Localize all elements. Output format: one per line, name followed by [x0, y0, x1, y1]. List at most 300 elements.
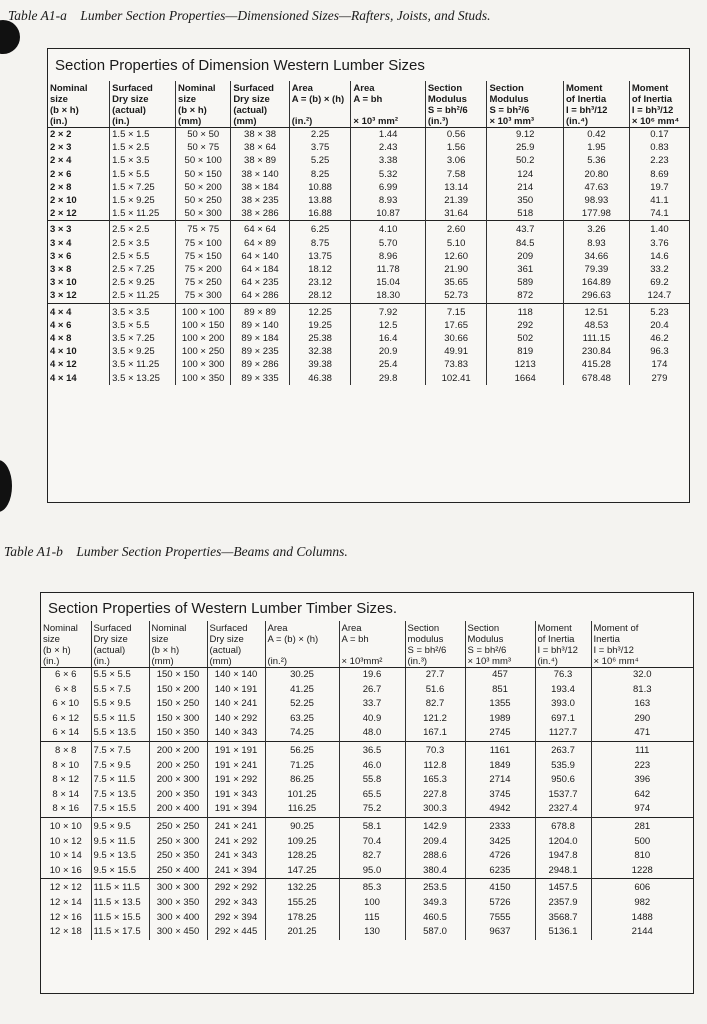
table-cell: 12 × 14: [49, 896, 82, 908]
table-cell: 3745: [465, 788, 535, 803]
table-cell: 2357.9: [535, 896, 591, 911]
table-cell: 64 × 89: [231, 237, 289, 250]
table-cell: 457: [465, 668, 535, 683]
table-cell: 89 × 140: [231, 319, 289, 332]
table-cell: 0.83: [629, 141, 689, 154]
table-cell: 4 × 10: [50, 346, 77, 358]
table-cell: 9.5 × 9.5: [91, 817, 149, 834]
table-row: [48, 372, 689, 385]
table-cell: 292 × 445: [207, 925, 265, 940]
table-cell: 115: [339, 911, 405, 926]
table-row: [41, 849, 693, 864]
table-cell: 209.4: [405, 835, 465, 850]
column-header-line: (actual): [112, 105, 146, 116]
table-cell: 241 × 394: [207, 864, 265, 879]
table-cell: 3425: [465, 835, 535, 850]
table-cell: 13.75: [289, 250, 351, 263]
table-row: [41, 864, 693, 879]
table-cell: 7.92: [351, 303, 425, 319]
table-cell: 12.25: [289, 303, 351, 319]
table-cell: 589: [487, 276, 564, 289]
table-cell: 9.5 × 11.5: [91, 835, 149, 850]
table-cell: 2333: [465, 817, 535, 834]
column-header: [465, 621, 535, 668]
column-header-line: Moment of: [593, 623, 639, 634]
table-cell: 150 × 150: [149, 668, 207, 683]
table-cell: 2 × 4: [50, 155, 72, 167]
column-header-line: A = (b) × (h): [267, 634, 319, 645]
table-cell: 89 × 184: [231, 332, 289, 345]
table-row: [48, 154, 689, 167]
table-cell: 31.64: [425, 207, 487, 221]
table-row: [41, 817, 693, 834]
table-cell: 8.96: [351, 250, 425, 263]
table-b-caption-label: Table A1-b: [4, 544, 63, 559]
table-cell: 10.87: [351, 207, 425, 221]
table-cell: 2.5 × 2.5: [110, 221, 176, 237]
table-cell: 241 × 241: [207, 817, 265, 834]
table-cell: 250 × 250: [149, 817, 207, 834]
column-header-line: (in.²): [291, 116, 313, 127]
column-header-line: × 10³ mm³: [489, 116, 535, 127]
column-header-line: S = bh²/6: [407, 645, 447, 656]
table-cell: 191 × 343: [207, 788, 265, 803]
table-cell: 8.69: [629, 168, 689, 181]
table-cell: 2 × 8: [50, 181, 72, 193]
column-header-line: Surfaced: [233, 83, 274, 94]
table-cell: 290: [591, 712, 693, 727]
table-cell: 38 × 140: [231, 168, 289, 181]
table-cell: 8 × 10: [52, 759, 80, 771]
table-cell: 26.7: [339, 683, 405, 698]
table-cell: 124: [487, 168, 564, 181]
table-cell: 164.89: [563, 276, 629, 289]
column-header-line: [353, 105, 422, 116]
table-cell: 300 × 400: [149, 911, 207, 926]
table-cell: 191 × 292: [207, 773, 265, 788]
table-cell: 58.1: [339, 817, 405, 834]
table-cell: 8 × 12: [52, 774, 80, 786]
table-cell: 8.75: [289, 237, 351, 250]
table-row: [41, 879, 693, 896]
table-cell: 11.5 × 17.5: [91, 925, 149, 940]
table-cell: 200 × 350: [149, 788, 207, 803]
table-cell: 8 × 14: [52, 788, 80, 800]
column-header-line: Moment: [537, 623, 572, 634]
table-cell: 140 × 292: [207, 712, 265, 727]
table-cell: 1127.7: [535, 726, 591, 741]
table-cell: 819: [487, 345, 564, 358]
table-cell: 1.40: [629, 221, 689, 237]
column-header: [535, 621, 591, 668]
table-cell: 6.99: [351, 181, 425, 194]
table-row: [41, 802, 693, 817]
column-header: [289, 81, 351, 128]
column-header-line: (in.⁴): [537, 656, 558, 667]
table-cell: 1947.8: [535, 849, 591, 864]
table-cell: 6 × 10: [52, 698, 80, 710]
table-cell: 84.5: [487, 237, 564, 250]
table-cell: 20.9: [351, 345, 425, 358]
table-cell: 102.41: [425, 372, 487, 385]
table-cell: 300 × 450: [149, 925, 207, 940]
table-cell: 64 × 286: [231, 289, 289, 303]
table-cell: 46.38: [289, 372, 351, 385]
table-cell: 4 × 12: [50, 359, 77, 371]
table-cell: 75 × 300: [176, 289, 231, 303]
table-cell: 5726: [465, 896, 535, 911]
table-cell: 2.5 × 7.25: [110, 263, 176, 276]
table-cell: 1213: [487, 358, 564, 371]
table-cell: 2144: [591, 925, 693, 940]
table-cell: 2714: [465, 773, 535, 788]
column-header: [339, 621, 405, 668]
table-cell: 140 × 191: [207, 683, 265, 698]
table-cell: 223: [591, 759, 693, 774]
table-cell: 86.25: [265, 773, 339, 788]
table-cell: 10 × 12: [49, 835, 82, 847]
column-header: [629, 81, 689, 128]
table-cell: 296.63: [563, 289, 629, 303]
column-header-line: S = bh²/6: [467, 645, 507, 656]
table-b-body: [41, 668, 693, 940]
table-cell: 8.25: [289, 168, 351, 181]
table-cell: 3.75: [289, 141, 351, 154]
table-cell: 1537.7: [535, 788, 591, 803]
table-cell: 1.95: [563, 141, 629, 154]
table-cell: 38 × 38: [231, 128, 289, 142]
table-cell: 43.7: [487, 221, 564, 237]
table-cell: 52.73: [425, 289, 487, 303]
table-cell: 2.43: [351, 141, 425, 154]
table-cell: 75 × 250: [176, 276, 231, 289]
table-cell: 279: [629, 372, 689, 385]
table-cell: 5.36: [563, 154, 629, 167]
table-cell: 1161: [465, 741, 535, 758]
table-cell: 9.5 × 15.5: [91, 864, 149, 879]
table-row: [48, 319, 689, 332]
table-cell: 810: [591, 849, 693, 864]
table-cell: 89 × 89: [231, 303, 289, 319]
column-header-line: × 10³ mm²: [353, 116, 399, 127]
table-cell: 70.4: [339, 835, 405, 850]
table-cell: 89 × 335: [231, 372, 289, 385]
table-cell: 75 × 150: [176, 250, 231, 263]
table-cell: 25.4: [351, 358, 425, 371]
table-cell: 642: [591, 788, 693, 803]
table-cell: 193.4: [535, 683, 591, 698]
table-cell: 241 × 343: [207, 849, 265, 864]
table-cell: 4 × 8: [50, 333, 72, 345]
table-cell: 8.93: [563, 237, 629, 250]
table-cell: 12 × 12: [41, 879, 91, 896]
table-cell: 13.88: [289, 194, 351, 207]
table-cell: 79.39: [563, 263, 629, 276]
table-cell: 52.25: [265, 697, 339, 712]
table-cell: 178.25: [265, 911, 339, 926]
table-cell: 39.38: [289, 358, 351, 371]
table-cell: 350: [487, 194, 564, 207]
table-cell: 460.5: [405, 911, 465, 926]
table-cell: 35.65: [425, 276, 487, 289]
table-cell: 100 × 300: [176, 358, 231, 371]
table-cell: 64 × 64: [231, 221, 289, 237]
table-cell: 30.25: [265, 668, 339, 683]
column-header: [149, 621, 207, 668]
table-cell: 872: [487, 289, 564, 303]
column-header: [265, 621, 339, 668]
table-cell: 71.25: [265, 759, 339, 774]
table-cell: 100 × 200: [176, 332, 231, 345]
column-header-line: (in.²): [267, 656, 288, 667]
table-cell: 75.2: [339, 802, 405, 817]
table-cell: 27.7: [405, 668, 465, 683]
table-cell: 1.5 × 2.5: [110, 141, 176, 154]
table-cell: 6.25: [289, 221, 351, 237]
table-cell: 95.0: [339, 864, 405, 879]
table-cell: 200 × 300: [149, 773, 207, 788]
table-cell: 2.5 × 3.5: [110, 237, 176, 250]
table-cell: 300.3: [405, 802, 465, 817]
table-cell: 29.8: [351, 372, 425, 385]
table-cell: 6 × 8: [55, 683, 77, 695]
table-cell: 300 × 300: [149, 879, 207, 896]
table-cell: 2327.4: [535, 802, 591, 817]
table-cell: 74.25: [265, 726, 339, 741]
column-header-line: Area: [353, 83, 375, 94]
table-cell: 253.5: [405, 879, 465, 896]
table-cell: 200 × 250: [149, 759, 207, 774]
binder-hole-middle: [0, 460, 12, 512]
table-cell: 1488: [591, 911, 693, 926]
table-cell: 2.5 × 5.5: [110, 250, 176, 263]
table-cell: 250 × 300: [149, 835, 207, 850]
table-cell: 2948.1: [535, 864, 591, 879]
column-header-line: [268, 645, 337, 656]
table-row: [41, 773, 693, 788]
table-cell: 4726: [465, 849, 535, 864]
table-cell: 19.7: [629, 181, 689, 194]
table-cell: 100 × 350: [176, 372, 231, 385]
table-row: [48, 345, 689, 358]
table-cell: 281: [591, 817, 693, 834]
column-header-line: Dry size: [233, 94, 270, 105]
table-cell: 5.70: [351, 237, 425, 250]
column-header-line: size: [151, 634, 169, 645]
table-row: [41, 896, 693, 911]
table-cell: 21.90: [425, 263, 487, 276]
table-row: [48, 181, 689, 194]
table-cell: 38 × 184: [231, 181, 289, 194]
column-header-line: (actual): [93, 645, 126, 656]
table-cell: 415.28: [563, 358, 629, 371]
table-cell: 3.06: [425, 154, 487, 167]
table-cell: 974: [591, 802, 693, 817]
table-cell: 3 × 6: [50, 250, 72, 262]
table-cell: 38 × 89: [231, 154, 289, 167]
column-header: [487, 81, 564, 128]
table-cell: 50 × 150: [176, 168, 231, 181]
table-cell: 41.25: [265, 683, 339, 698]
table-cell: 7.58: [425, 168, 487, 181]
table-cell: 200 × 400: [149, 802, 207, 817]
table-cell: 50 × 250: [176, 194, 231, 207]
table-cell: 2.23: [629, 154, 689, 167]
column-header-line: (actual): [209, 645, 242, 656]
table-row: [48, 237, 689, 250]
table-cell: 1204.0: [535, 835, 591, 850]
table-cell: 4 × 14: [50, 372, 77, 384]
column-header-line: I = bh³/12: [565, 105, 608, 116]
column-header-line: (b × h): [151, 645, 180, 656]
column-header: [176, 81, 231, 128]
table-cell: 64 × 140: [231, 250, 289, 263]
column-header-line: (actual): [233, 105, 268, 116]
table-cell: 46.2: [629, 332, 689, 345]
table-cell: 3 × 3: [48, 221, 110, 237]
column-header-line: [292, 105, 349, 116]
table-cell: 393.0: [535, 697, 591, 712]
table-a: [48, 81, 689, 385]
table-cell: 380.4: [405, 864, 465, 879]
table-cell: 4942: [465, 802, 535, 817]
table-cell: 64 × 184: [231, 263, 289, 276]
column-header: [207, 621, 265, 668]
table-cell: 21.39: [425, 194, 487, 207]
table-cell: 7.5 × 7.5: [91, 741, 149, 758]
table-row: [41, 759, 693, 774]
table-cell: 12.51: [563, 303, 629, 319]
table-cell: 471: [591, 726, 693, 741]
column-header-line: (in.): [93, 656, 110, 667]
table-cell: 230.84: [563, 345, 629, 358]
table-cell: 518: [487, 207, 564, 221]
column-header-line: Section: [489, 83, 524, 94]
table-cell: 241 × 292: [207, 835, 265, 850]
column-header-line: of Inertia: [537, 634, 575, 645]
table-cell: 32.0: [591, 668, 693, 683]
table-cell: 7.5 × 11.5: [91, 773, 149, 788]
table-cell: 11.5 × 11.5: [91, 879, 149, 896]
table-cell: 3 × 10: [50, 277, 77, 289]
column-header-line: (b × h): [50, 105, 79, 116]
column-header-line: A = (b) × (h): [291, 94, 345, 105]
table-cell: 33.2: [629, 263, 689, 276]
column-header-line: of Inertia: [565, 94, 607, 105]
table-cell: 75 × 100: [176, 237, 231, 250]
table-cell: 5.5 × 13.5: [91, 726, 149, 741]
table-cell: 50 × 75: [176, 141, 231, 154]
table-cell: 1664: [487, 372, 564, 385]
column-header-line: A = bh: [353, 94, 383, 105]
table-cell: 982: [591, 896, 693, 911]
table-cell: 535.9: [535, 759, 591, 774]
column-header-line: (b × h): [178, 105, 207, 116]
column-header-line: I = bh³/12: [631, 105, 674, 116]
table-cell: 292 × 394: [207, 911, 265, 926]
table-cell: 116.25: [265, 802, 339, 817]
column-header-line: × 10⁶ mm⁴: [631, 116, 680, 127]
column-header-line: (in.): [43, 656, 60, 667]
table-cell: 5.23: [629, 303, 689, 319]
table-cell: 201.25: [265, 925, 339, 940]
table-a-header-row: [48, 81, 689, 128]
table-cell: 118: [487, 303, 564, 319]
column-header-line: Nominal: [43, 623, 78, 634]
column-header: [231, 81, 289, 128]
binder-hole-top: [0, 20, 20, 54]
table-cell: 6 × 6: [55, 669, 77, 680]
table-cell: 5.5 × 5.5: [91, 668, 149, 683]
table-cell: 18.12: [289, 263, 351, 276]
column-header-line: Area: [267, 623, 288, 634]
table-b-caption: [4, 544, 348, 560]
table-cell: 81.3: [591, 683, 693, 698]
table-cell: 10 × 16: [49, 864, 82, 876]
table-cell: 50 × 100: [176, 154, 231, 167]
table-cell: 11.5 × 15.5: [91, 911, 149, 926]
table-cell: 17.65: [425, 319, 487, 332]
table-cell: 349.3: [405, 896, 465, 911]
table-cell: 50.2: [487, 154, 564, 167]
table-cell: 3568.7: [535, 911, 591, 926]
table-cell: 49.91: [425, 345, 487, 358]
column-header-line: Moment: [631, 83, 669, 94]
table-cell: 112.8: [405, 759, 465, 774]
table-cell: 55.8: [339, 773, 405, 788]
table-cell: 0.17: [629, 128, 689, 142]
table-a-title: Section Properties of Dimension Western Lumber Sizes: [55, 57, 425, 74]
table-cell: 14.6: [629, 250, 689, 263]
table-cell: 1.5 × 7.25: [110, 181, 176, 194]
column-header-line: Nominal: [50, 83, 88, 94]
table-cell: 50 × 300: [176, 207, 231, 221]
table-cell: 30.66: [425, 332, 487, 345]
table-cell: 89 × 286: [231, 358, 289, 371]
table-cell: 33.7: [339, 697, 405, 712]
column-header-line: size: [50, 94, 68, 105]
table-cell: 38 × 235: [231, 194, 289, 207]
table-cell: 8 × 16: [52, 803, 80, 815]
table-cell: 678.48: [563, 372, 629, 385]
table-cell: 100 × 250: [176, 345, 231, 358]
table-row: [48, 263, 689, 276]
table-cell: 124.7: [629, 289, 689, 303]
table-row: [48, 289, 689, 303]
column-header: [41, 621, 91, 668]
table-cell: 150 × 250: [149, 697, 207, 712]
table-row: [48, 207, 689, 221]
table-cell: 40.9: [339, 712, 405, 727]
table-cell: 63.25: [265, 712, 339, 727]
column-header-line: Area: [341, 623, 362, 634]
table-cell: 111.15: [563, 332, 629, 345]
table-row: [41, 741, 693, 758]
table-cell: 214: [487, 181, 564, 194]
table-cell: 191 × 241: [207, 759, 265, 774]
table-b: [41, 621, 693, 940]
table-cell: 6 × 12: [52, 712, 80, 724]
column-header-line: (mm): [178, 116, 202, 127]
column-header: [563, 81, 629, 128]
table-cell: 1.5 × 3.5: [110, 154, 176, 167]
table-row: [48, 276, 689, 289]
column-header-line: I = bh³/12: [537, 645, 578, 656]
table-cell: 288.6: [405, 849, 465, 864]
column-header-line: Modulus: [489, 94, 529, 105]
table-cell: 75 × 200: [176, 263, 231, 276]
column-header-line: Dry size: [93, 634, 128, 645]
